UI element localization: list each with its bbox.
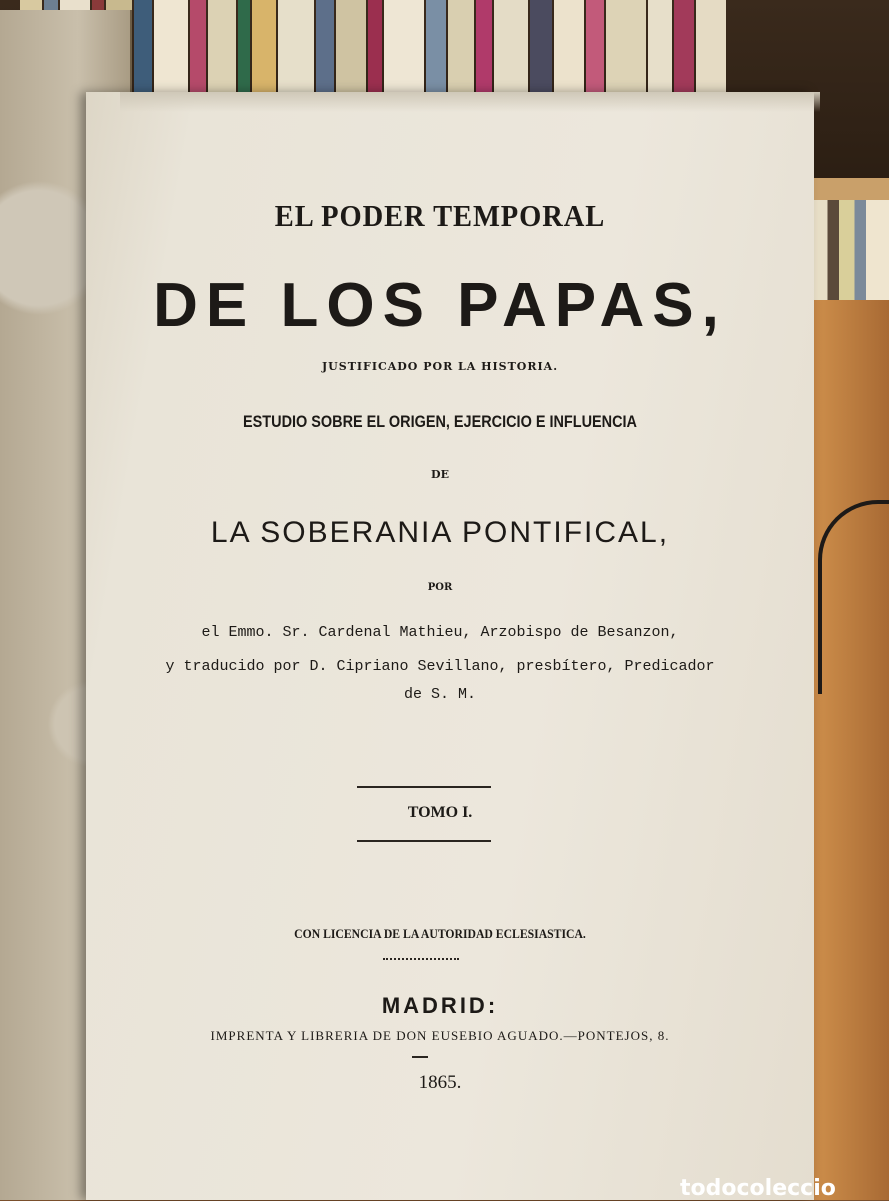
volume-label: TOMO I. [407, 804, 473, 821]
subtitle-justified: JUSTIFICADO POR LA HISTORIA. [321, 360, 559, 373]
ornament-divider [383, 958, 459, 962]
shelf-books-right [812, 200, 889, 310]
title-line-2: DE LOS PAPAS, [153, 271, 727, 340]
page-shadow [120, 92, 820, 112]
watermark: todocoleccio [680, 1176, 836, 1201]
imprint-dash [412, 1056, 428, 1058]
subtitle-de: DE [431, 468, 449, 481]
imprint-printer: IMPRENTA Y LIBRERIA DE DON EUSEBIO AGUADO.—PONTEJOS, 8. [210, 1028, 670, 1043]
volume-rule-bottom [357, 840, 491, 842]
license-line: CON LICENCIA DE LA AUTORIDAD ECLESIASTICA. [294, 926, 586, 941]
imprint-year: 1865. [418, 1072, 462, 1093]
author-line-2: y traducido por D. Cipriano Sevillano, presbítero, Predicador [165, 658, 715, 675]
author-line-1: el Emmo. Sr. Cardenal Mathieu, Arzobispo de Besanzon, [201, 624, 679, 641]
imprint-city: MADRID: [381, 993, 499, 1018]
subtitle-sovereignty: LA SOBERANIA PONTIFICAL, [210, 516, 670, 549]
shelf-board [810, 178, 889, 202]
author-line-3: de S. M. [403, 686, 476, 703]
volume-rule-top [357, 786, 491, 788]
subtitle-por: POR [427, 582, 453, 593]
title-line-1: EL PODER TEMPORAL [274, 198, 606, 233]
cable [818, 500, 889, 694]
subtitle-study: ESTUDIO SOBRE EL ORIGEN, EJERCICIO E INFLUENCIA [243, 412, 637, 431]
